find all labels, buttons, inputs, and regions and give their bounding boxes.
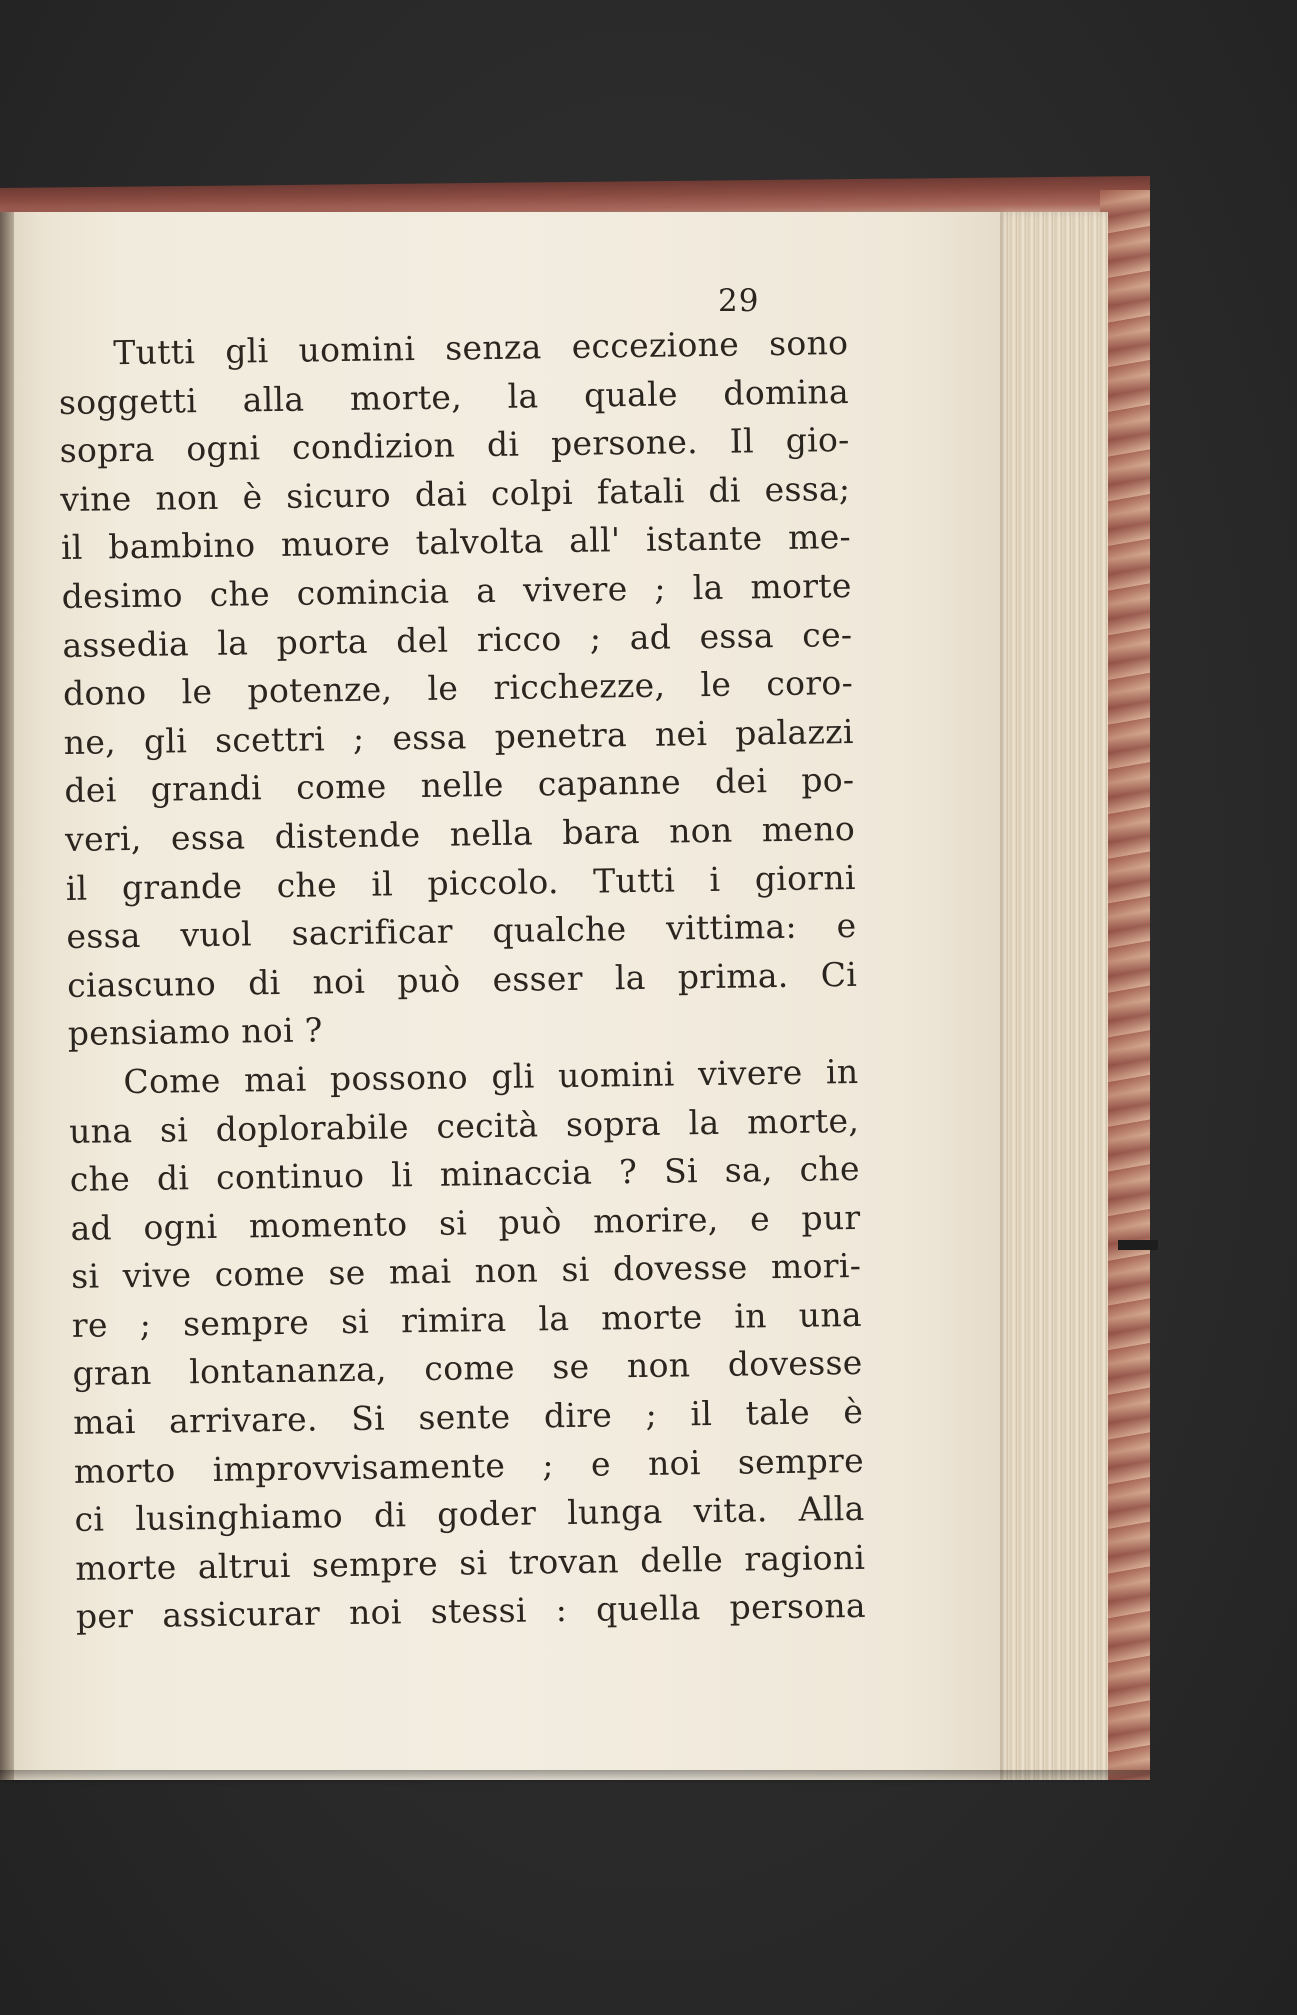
text-line: desimo che comincia a vivere ; la morte [61,565,852,616]
text-line: per assicurar noi stessi : quella persona [75,1586,867,1637]
text-line: veri, essa distende nella bara non meno [64,808,856,859]
text-line: una si doplorabile cecità sopra la morte, [68,1100,860,1151]
text-line: pensiamo noi ? [67,1010,323,1054]
page-number: 29 [718,283,760,319]
text-line: ciascuno di noi può esser la prima. Ci [66,954,858,1005]
text-line: sopra ogni condizion di persone. Il gio- [59,420,850,471]
text-line: morto improvvisamente ; e noi sempre [73,1440,865,1491]
text-line: dono le potenze, le ricchezze, le coro- [62,663,854,714]
text-line: ci lusinghiamo di goder lunga vita. Alla [74,1489,865,1540]
page-text [58,319,866,1642]
page-block-edges [990,212,1108,1780]
text-line: morte altrui sempre si trovan delle ragioni [75,1537,866,1588]
text-line: che di continuo li minaccia ? Si sa, che [69,1148,861,1200]
text-line: assedia la porta del ricco ; ad essa ce- [62,614,853,665]
page-bottom-shadow [0,1770,1150,1784]
text-line: vine non è sicuro dai colpi fatali di essa; [60,468,851,519]
text-line: Come mai possono gli uomini vivere in [123,1051,859,1102]
page-gutter [0,212,14,1780]
text-line: mai arrivare. Si sente dire ; il tale è [72,1391,864,1442]
text-line: Tutti gli uomini senza eccezione sono [113,322,849,373]
edge-mark [1118,1240,1158,1250]
text-line: il grande che il piccolo. Tutti i giorni [65,857,856,908]
text-line: dei grandi come nelle capanne dei po- [64,760,855,811]
text-line: ad ogni momento si può morire, e pur [70,1197,861,1248]
text-line: si vive come se mai non si dovesse mori- [70,1246,862,1297]
text-line: gran lontananza, come se non dovesse [72,1343,863,1394]
text-line: re ; sempre si rimira la morte in una [71,1294,863,1345]
text-line: il bambino muore talvolta all' istante me- [60,517,852,568]
text-line: essa vuol sacrificar qualche vittima: e [66,906,857,957]
text-line: ne, gli scettri ; essa penetra nei palazzi [63,711,854,762]
text-line: soggetti alla morte, la quale domina [58,371,850,422]
